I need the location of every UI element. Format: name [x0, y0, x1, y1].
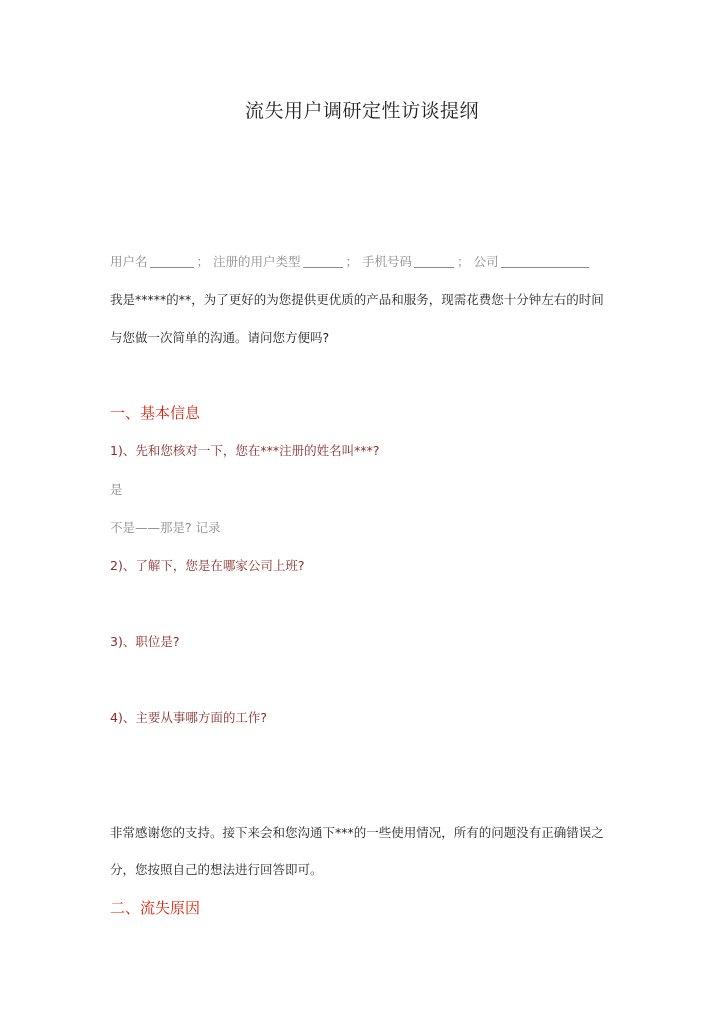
username-blank[interactable]	[150, 255, 194, 268]
transition-line-1: 非常感谢您的支持。接下来会和您沟通下***的一些使用情况，所有的问题没有正确错误之	[110, 825, 604, 840]
username-label: 用户名	[110, 254, 148, 269]
company-blank[interactable]	[501, 255, 589, 268]
document-title: 流失用户调研定性访谈提纲	[244, 100, 479, 122]
separator: ；	[457, 254, 470, 269]
info-fields-line	[110, 252, 592, 270]
reg-type-blank[interactable]	[303, 255, 343, 268]
question-3: 3)、职位是?	[110, 634, 180, 649]
question-4: 4)、主要从事哪方面的工作?	[110, 710, 267, 725]
intro-line-1: 我是*****的**，为了更好的为您提供更优质的产品和服务，现需花费您十分钟左右的时间	[110, 292, 604, 307]
question-1-option-yes: 是	[110, 482, 123, 497]
section-heading-churn-reasons: 二、流失原因	[110, 899, 201, 917]
question-2: 2)、了解下，您是在哪家公司上班?	[110, 558, 305, 573]
transition-line-2: 分，您按照自己的想法进行回答即可。	[110, 862, 323, 877]
intro-line-2: 与您做一次简单的沟通。请问您方便吗?	[110, 330, 330, 345]
company-label: 公司	[473, 254, 499, 269]
phone-label: 手机号码	[362, 254, 413, 269]
reg-type-label: 注册的用户类型	[213, 254, 301, 269]
separator: ；	[345, 254, 359, 269]
phone-blank[interactable]	[414, 255, 454, 268]
separator: ；	[196, 254, 210, 269]
section-heading-basic-info: 一、基本信息	[110, 404, 201, 422]
question-1: 1)、先和您核对一下，您在***注册的姓名叫***?	[110, 443, 380, 458]
question-1-option-no: 不是——那是? 记录	[110, 520, 221, 535]
